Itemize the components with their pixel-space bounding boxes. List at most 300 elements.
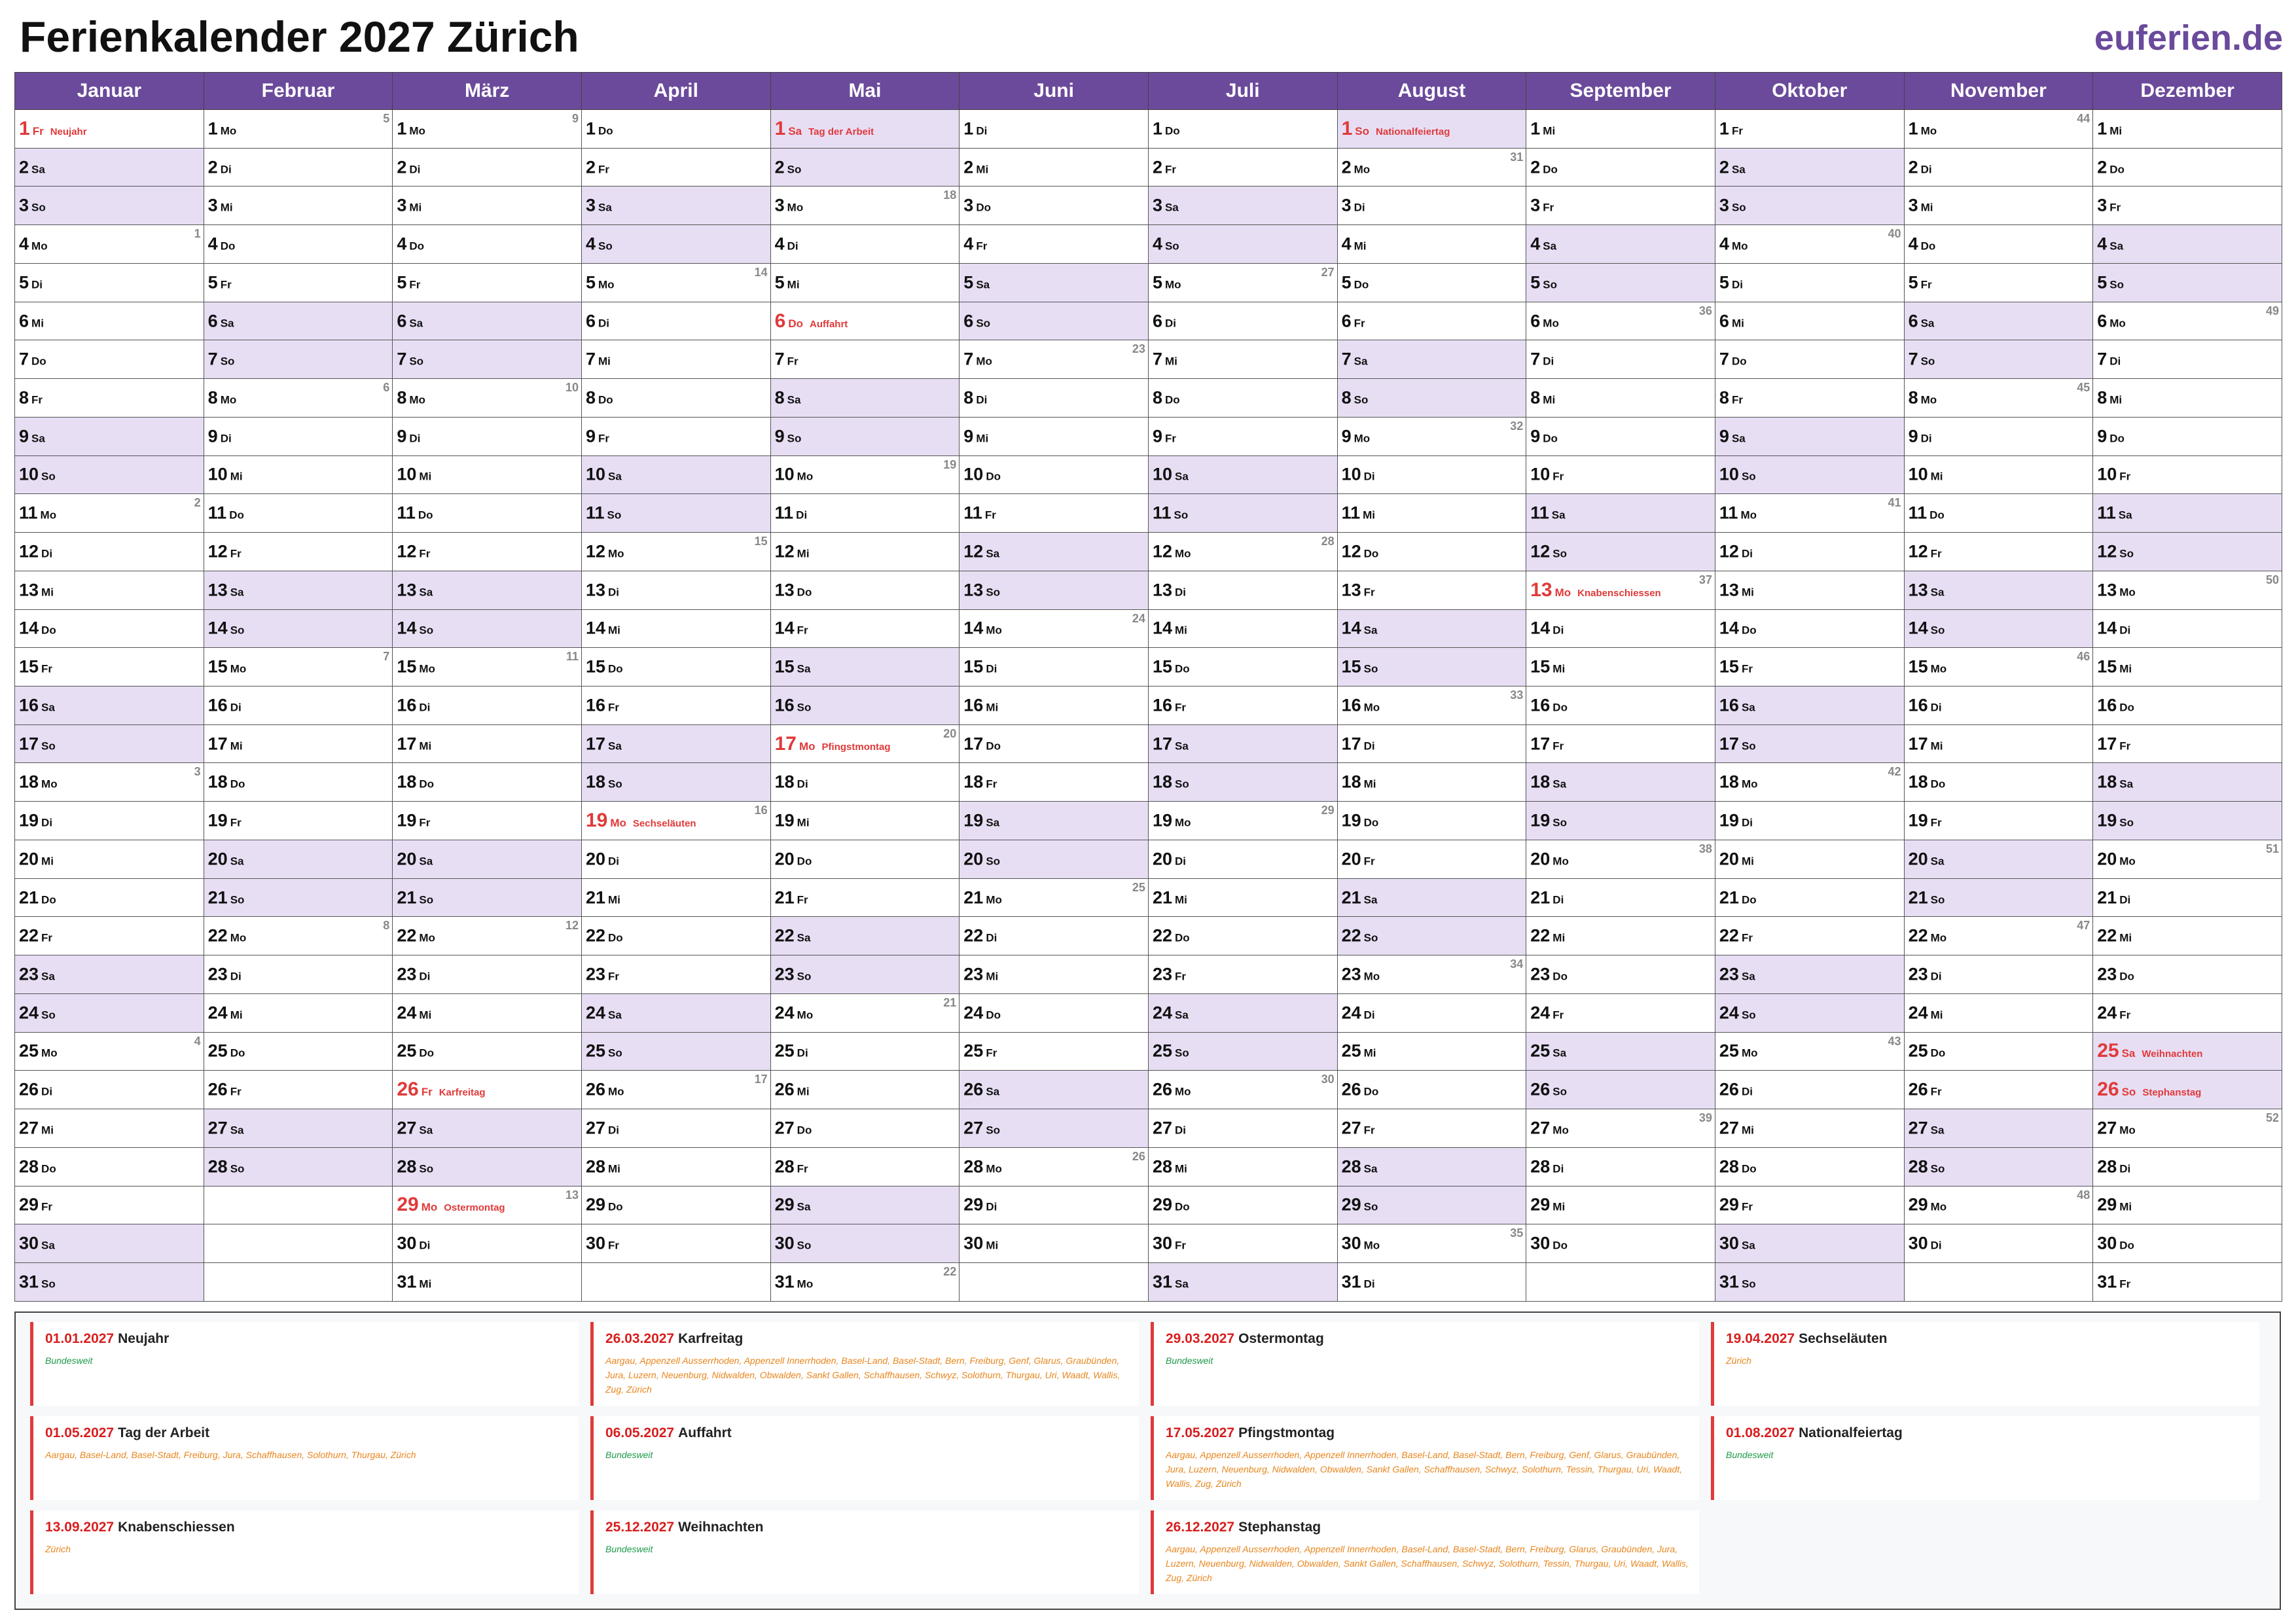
weekday-abbr: So: [1930, 624, 1945, 637]
day-label: [208, 965, 242, 985]
day-number: 12: [1719, 541, 1739, 562]
day-cell: [393, 802, 582, 840]
weekday-abbr: So: [419, 893, 434, 906]
weekday-abbr: So: [986, 586, 1001, 599]
day-label: [19, 118, 87, 140]
weekday-abbr: Do: [418, 508, 433, 522]
day-cell: [393, 1147, 582, 1186]
day-number: 16: [207, 695, 228, 715]
day-number: 25: [1152, 1041, 1172, 1061]
day-label: [1153, 388, 1180, 408]
weekday-abbr: So: [797, 970, 812, 983]
day-cell: [1715, 955, 1904, 994]
day-cell: [2093, 840, 2282, 878]
day-number: 8: [585, 387, 596, 408]
day-number: 22: [585, 925, 606, 946]
day-cell: [581, 1032, 770, 1071]
day-number: 30: [1719, 1233, 1739, 1253]
day-cell: [1337, 687, 1526, 725]
day-cell: [1148, 494, 1337, 533]
day-number: 11: [1908, 503, 1928, 523]
day-cell: [15, 1032, 204, 1071]
day-number: 18: [397, 772, 417, 792]
weekday-abbr: Fr: [1930, 1085, 1942, 1098]
day-cell: [960, 379, 1149, 418]
weekday-abbr: Do: [986, 470, 1001, 483]
day-cell: [1715, 533, 1904, 571]
day-cell: [581, 1147, 770, 1186]
weekday-abbr: Mo: [1174, 816, 1191, 829]
day-label: [19, 196, 46, 216]
weekday-abbr: So: [1363, 931, 1378, 944]
day-number: 21: [1341, 887, 1361, 908]
day-cell: [204, 840, 393, 878]
day-cell: [1904, 609, 2093, 648]
day-number: 2: [397, 157, 407, 177]
day-label: [19, 426, 45, 446]
day-number: 15: [1719, 656, 1739, 677]
weekday-abbr: Di: [1363, 1008, 1375, 1022]
holiday-regions: Bundesweit: [45, 1355, 93, 1366]
weekday-abbr: Fr: [421, 1086, 433, 1099]
day-number: 28: [207, 1156, 228, 1177]
weekday-abbr: Fr: [598, 163, 609, 176]
day-cell: [770, 148, 960, 187]
weekday-abbr: Di: [41, 547, 53, 560]
weekday-abbr: Sa: [986, 547, 1000, 560]
day-number: 20: [963, 849, 984, 869]
weekday-abbr: Mo: [220, 124, 237, 137]
day-cell: [2093, 1186, 2282, 1224]
weekday-abbr: So: [41, 1277, 56, 1291]
day-label: [1909, 349, 1935, 370]
day-number: 21: [963, 887, 984, 908]
day-label: [963, 618, 1002, 639]
day-number: 16: [1719, 695, 1739, 715]
day-number: 6: [1152, 311, 1162, 331]
day-cell: [960, 840, 1149, 878]
weekday-abbr: Mo: [1354, 163, 1371, 176]
day-cell: [581, 993, 770, 1032]
weekday-abbr: Sa: [1363, 624, 1378, 637]
week-number: 26: [1132, 1149, 1145, 1163]
day-number: 12: [2097, 541, 2117, 562]
day-label: [1719, 1118, 1754, 1138]
weekday-abbr: Fr: [1930, 547, 1942, 560]
week-number: 28: [1321, 535, 1335, 548]
weekday-abbr: Mi: [797, 1085, 810, 1098]
day-number: 24: [1908, 1003, 1928, 1023]
weekday-abbr: Mi: [2109, 393, 2123, 406]
weekday-abbr: Do: [230, 1046, 245, 1060]
day-label: [208, 695, 242, 715]
weekday-abbr: Do: [1741, 893, 1757, 906]
weekday-abbr: Di: [220, 432, 232, 445]
day-cell: [1337, 609, 1526, 648]
day-number: 25: [963, 1041, 984, 1061]
weekday-abbr: Mo: [1552, 855, 1569, 868]
weekday-abbr: Fr: [32, 124, 44, 137]
day-cell: [770, 187, 960, 225]
day-label: [1342, 349, 1368, 370]
day-cell: [960, 1147, 1149, 1186]
day-label: [1530, 465, 1564, 485]
day-label: [208, 1118, 244, 1138]
day-number: 3: [1152, 195, 1162, 215]
weekday-abbr: Mi: [598, 355, 611, 368]
brand-logo-text[interactable]: euferien.de: [2094, 18, 2283, 58]
day-number: 30: [774, 1233, 795, 1253]
day-cell: [581, 1109, 770, 1148]
day-label: [1530, 965, 1568, 985]
day-cell: [15, 648, 204, 687]
week-number: 49: [2265, 304, 2279, 317]
day-label: [963, 349, 992, 370]
day-label: [775, 580, 812, 600]
weekday-abbr: Mi: [797, 547, 810, 560]
day-cell: [393, 1109, 582, 1148]
weekday-abbr: Mi: [1174, 1162, 1187, 1175]
day-number: 13: [1530, 579, 1552, 601]
day-label: [2097, 618, 2130, 639]
day-cell: [1715, 571, 1904, 609]
day-number: 28: [1719, 1156, 1739, 1177]
day-number: 12: [585, 541, 606, 562]
day-label: [775, 272, 800, 293]
day-number: 6: [1908, 311, 1918, 331]
day-cell: [1337, 993, 1526, 1032]
day-cell: [15, 455, 204, 494]
day-cell: [1148, 571, 1337, 609]
weekday-abbr: Do: [598, 393, 613, 406]
day-label: [1153, 311, 1176, 331]
weekday-abbr: Di: [986, 662, 997, 675]
day-cell: [393, 1224, 582, 1263]
day-cell: [960, 187, 1149, 225]
day-cell: [581, 687, 770, 725]
day-number: 1: [1908, 118, 1918, 139]
day-number: 29: [585, 1194, 606, 1215]
day-label: [775, 1234, 812, 1254]
day-cell: [1337, 917, 1526, 955]
day-cell: [581, 763, 770, 802]
weekday-abbr: Do: [409, 240, 425, 253]
weekday-abbr: Mi: [1552, 1200, 1566, 1213]
weekday-abbr: Do: [229, 508, 244, 522]
day-label: [586, 965, 619, 985]
day-number: 29: [1908, 1194, 1928, 1215]
day-number: 19: [1719, 810, 1739, 830]
day-cell: [960, 494, 1149, 533]
day-number: 11: [2097, 503, 2116, 523]
holiday-regions: Zürich: [1726, 1355, 1751, 1366]
day-cell: [2093, 571, 2282, 609]
day-label: [963, 1156, 1002, 1177]
day-row: [15, 571, 2282, 609]
weekday-abbr: Do: [1930, 1046, 1946, 1060]
holiday-name: Karfreitag: [439, 1087, 486, 1099]
day-cell: [960, 648, 1149, 687]
day-label: [208, 657, 247, 677]
day-cell: [1337, 840, 1526, 878]
holiday-legend-card: [30, 1510, 579, 1594]
day-label: [2097, 1118, 2136, 1138]
weekday-abbr: Sa: [2119, 777, 2134, 791]
day-cell: [581, 724, 770, 763]
holiday-legend: [14, 1311, 2281, 1610]
day-label: [963, 157, 988, 177]
weekday-abbr: Di: [787, 240, 798, 253]
day-cell: [2093, 993, 2282, 1032]
weekday-abbr: Sa: [1174, 740, 1189, 753]
day-label: [2097, 196, 2121, 216]
day-number: 4: [585, 234, 596, 254]
holiday-regions: Bundesweit: [605, 1544, 653, 1554]
day-label: [1530, 618, 1564, 639]
day-number: 17: [963, 734, 984, 754]
weekday-abbr: Di: [2109, 355, 2121, 368]
day-label: [586, 657, 623, 677]
day-label: [1153, 541, 1191, 562]
month-header: April: [581, 73, 770, 110]
day-label: [1153, 157, 1176, 177]
day-cell: [1904, 379, 2093, 418]
day-number: 1: [1152, 118, 1162, 139]
month-header: Januar: [15, 73, 204, 110]
weekday-abbr: Fr: [1552, 740, 1564, 753]
day-cell: [15, 1147, 204, 1186]
day-label: [1342, 1003, 1375, 1023]
holiday-day-cell: [393, 1071, 582, 1109]
day-label: [1153, 887, 1187, 908]
day-label: [1909, 157, 1932, 177]
week-number: 7: [383, 650, 390, 664]
weekday-abbr: So: [1174, 1046, 1189, 1060]
day-number: 27: [2097, 1118, 2117, 1138]
weekday-abbr: Di: [31, 278, 43, 291]
day-number: 28: [1908, 1156, 1928, 1177]
weekday-abbr: Di: [419, 970, 431, 983]
day-label: [775, 849, 812, 869]
day-label: [2097, 1079, 2201, 1101]
day-number: 21: [1530, 887, 1551, 908]
day-label: [963, 388, 987, 408]
day-number: 16: [963, 695, 984, 715]
day-cell: [1526, 648, 1715, 687]
empty-cell: [960, 1263, 1149, 1302]
weekday-abbr: Di: [2119, 1162, 2131, 1175]
day-number: 22: [2097, 925, 2117, 946]
weekday-abbr: Mi: [608, 624, 620, 637]
day-cell: [770, 417, 960, 455]
day-cell: [393, 340, 582, 379]
day-cell: [204, 993, 393, 1032]
day-number: 31: [397, 1272, 417, 1292]
day-cell: [1526, 225, 1715, 264]
day-number: 5: [1719, 272, 1729, 293]
weekday-abbr: Di: [1731, 278, 1743, 291]
weekday-abbr: Mo: [787, 201, 804, 214]
day-cell: [1526, 917, 1715, 955]
day-label: [963, 580, 1000, 600]
day-cell: [960, 1186, 1149, 1224]
weekday-abbr: Do: [1552, 701, 1568, 714]
day-cell: [204, 1147, 393, 1186]
day-label: [1719, 1156, 1757, 1177]
day-cell: [960, 110, 1149, 149]
day-label: [2097, 234, 2123, 255]
weekday-abbr: So: [1354, 393, 1369, 406]
day-cell: [2093, 494, 2282, 533]
day-number: 22: [1908, 925, 1928, 946]
day-number: 1: [774, 117, 786, 139]
weekday-abbr: Do: [2119, 1239, 2134, 1252]
day-cell: [1337, 455, 1526, 494]
day-label: [1719, 311, 1744, 331]
month-header: Dezember: [2093, 73, 2282, 110]
day-number: 18: [19, 772, 39, 792]
day-number: 14: [1530, 618, 1551, 638]
day-number: 13: [963, 580, 984, 600]
day-cell: [2093, 763, 2282, 802]
day-number: 19: [19, 810, 39, 830]
day-cell: [1337, 1263, 1526, 1302]
weekday-abbr: So: [797, 1239, 812, 1252]
month-header: Oktober: [1715, 73, 1904, 110]
weekday-abbr: Do: [1174, 931, 1190, 944]
day-number: 7: [1719, 349, 1729, 369]
weekday-abbr: Fr: [220, 278, 232, 291]
day-label: [1909, 811, 1942, 831]
day-label: [397, 1234, 430, 1254]
weekday-abbr: Mo: [220, 393, 237, 406]
day-number: 30: [1152, 1233, 1172, 1253]
weekday-abbr: Mi: [220, 201, 233, 214]
day-label: [1530, 1003, 1564, 1023]
holiday-heading: [45, 1425, 569, 1441]
day-number: 19: [2097, 810, 2117, 830]
day-number: 8: [1530, 387, 1541, 408]
day-number: 24: [963, 1003, 984, 1023]
weekday-abbr: Fr: [1174, 1239, 1186, 1252]
day-number: 7: [397, 349, 407, 369]
day-number: 30: [585, 1233, 606, 1253]
day-number: 1: [207, 118, 218, 139]
day-cell: [770, 494, 960, 533]
week-number: 15: [754, 535, 768, 548]
weekday-abbr: Mi: [608, 893, 620, 906]
day-number: 23: [19, 964, 39, 984]
weekday-abbr: Mi: [230, 1008, 243, 1022]
day-cell: [1526, 724, 1715, 763]
holiday-heading: [45, 1331, 569, 1347]
weekday-abbr: So: [41, 470, 56, 483]
day-label: [586, 1003, 622, 1023]
day-cell: [1526, 878, 1715, 917]
day-label: [1719, 772, 1758, 793]
day-number: 9: [19, 426, 29, 446]
day-number: 17: [1152, 734, 1172, 754]
day-label: [1719, 618, 1757, 639]
day-cell: [960, 1032, 1149, 1071]
day-label: [1530, 272, 1557, 293]
day-number: 16: [397, 695, 417, 715]
day-number: 7: [585, 349, 596, 369]
weekday-abbr: Di: [976, 393, 988, 406]
day-label: [1909, 1080, 1942, 1100]
day-cell: [581, 110, 770, 149]
page-title: Ferienkalender 2027 Zürich: [20, 12, 579, 61]
weekday-abbr: Mo: [1920, 393, 1937, 406]
day-cell: [2093, 110, 2282, 149]
week-number: 21: [943, 995, 957, 1009]
day-row: [15, 1224, 2282, 1263]
day-cell: [1148, 1224, 1337, 1263]
day-number: 17: [19, 734, 39, 754]
day-label: [397, 503, 433, 524]
day-cell: [15, 533, 204, 571]
holiday-title: Nationalfeiertag: [1799, 1425, 1903, 1440]
weekday-abbr: Fr: [1731, 393, 1743, 406]
day-label: [1530, 1080, 1567, 1100]
day-cell: [1526, 417, 1715, 455]
weekday-abbr: Di: [41, 816, 53, 829]
day-label: [1909, 849, 1945, 869]
day-label: [1342, 849, 1375, 869]
day-number: 24: [19, 1003, 39, 1023]
day-label: [19, 618, 56, 639]
holiday-regions: Aargau, Appenzell Ausserrhoden, Appenzell Innerrhoden, Basel-Land, Basel-Stadt, Bern, Freiburg, Glarus, Graubünden, Jura, Luzern, Neuenburg, Nidwalden, Obwalden, Sankt Gallen, Schaffhausen, Schwyz, Solothurn, Tessin, Thurgau, Uri, Waadt, Wallis, Zug, Zürich: [1166, 1544, 1689, 1583]
week-number: 6: [383, 381, 390, 395]
holiday-regions: Bundesweit: [605, 1450, 653, 1460]
day-label: [1530, 196, 1554, 216]
day-label: [2097, 887, 2130, 908]
week-number: 31: [1510, 150, 1524, 164]
day-cell: [960, 609, 1149, 648]
day-label: [1342, 618, 1378, 639]
weekday-abbr: Sa: [1551, 508, 1566, 522]
day-number: 9: [1152, 426, 1162, 446]
weekday-abbr: Di: [986, 1200, 997, 1213]
weekday-abbr: Di: [1543, 355, 1554, 368]
day-number: 10: [1530, 464, 1551, 484]
day-number: 17: [1908, 734, 1928, 754]
day-number: 18: [1719, 772, 1739, 792]
day-label: [1153, 1195, 1190, 1215]
weekday-abbr: Sa: [797, 1200, 811, 1213]
weekday-abbr: Mi: [1543, 124, 1556, 137]
day-cell: [1526, 494, 1715, 533]
day-cell: [1148, 340, 1337, 379]
day-number: 20: [2097, 849, 2117, 869]
day-label: [397, 426, 420, 446]
day-number: 9: [963, 426, 974, 446]
day-number: 4: [1530, 234, 1541, 254]
day-label: [775, 426, 802, 446]
day-number: 16: [1908, 695, 1928, 715]
day-number: 15: [207, 656, 228, 677]
day-number: 11: [1152, 503, 1172, 523]
weekday-abbr: Mi: [2119, 1200, 2132, 1213]
day-label: [397, 1079, 485, 1101]
weekday-abbr: Fr: [419, 816, 431, 829]
weekday-abbr: Di: [1552, 1162, 1564, 1175]
weekday-abbr: Fr: [1174, 701, 1186, 714]
day-cell: [15, 417, 204, 455]
weekday-abbr: Fr: [1552, 1008, 1564, 1022]
weekday-abbr: Di: [1552, 893, 1564, 906]
day-number: 24: [585, 1003, 606, 1023]
